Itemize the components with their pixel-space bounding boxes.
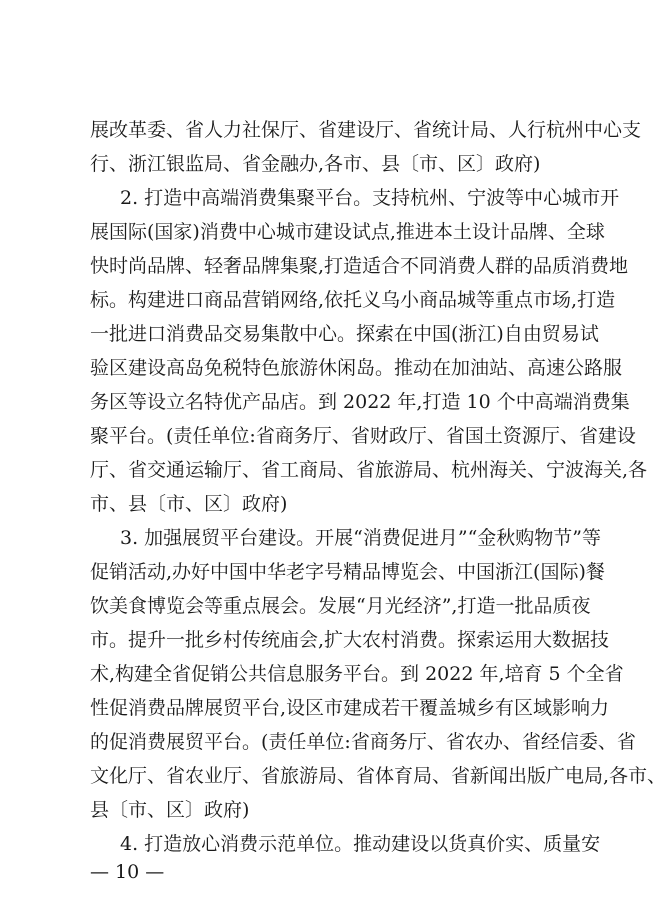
text-line: 验区建设高岛免税特色旅游休闲岛。推动在加油站、高速公路服 [90, 357, 623, 379]
text-line: 饮美食博览会等重点展会。发展“月光经济”,打造一批品质夜 [90, 595, 591, 617]
text-line: 厅、省交通运输厅、省工商局、省旅游局、杭州海关、宁波海关,各 [90, 459, 648, 481]
text-line: 的促消费展贸平台。(责任单位:省商务厅、省农办、省经信委、省 [90, 731, 636, 753]
text-line: 聚平台。(责任单位:省商务厅、省财政厅、省国土资源厅、省建设 [90, 425, 636, 447]
text-line: 市。提升一批乡村传统庙会,扩大农村消费。探索运用大数据技 [90, 629, 610, 651]
text-line: 文化厅、省农业厅、省旅游局、省体育局、省新闻出版广电局,各市、 [90, 765, 666, 787]
text-line: 行、浙江银监局、省金融办,各市、县〔市、区〕政府) [90, 153, 541, 175]
text-line: 促销活动,办好中国中华老字号精品博览会、中国浙江(国际)餐 [90, 561, 605, 583]
text-line: 术,构建全省促销公共信息服务平台。到 2022 年,培育 5 个全省 [90, 663, 624, 685]
text-line: 性促消费品牌展贸平台,设区市建成若干覆盖城乡有区域影响力 [90, 697, 610, 719]
text-line: 务区等设立名特优产品店。到 2022 年,打造 10 个中高端消费集 [90, 391, 630, 413]
text-line: 快时尚品牌、轻奢品牌集聚,打造适合不同消费人群的品质消费地 [90, 255, 629, 277]
text-line: 展改革委、省人力社保厅、省建设厅、省统计局、人行杭州中心支 [90, 119, 642, 141]
text-line: 一批进口消费品交易集散中心。探索在中国(浙江)自由贸易试 [90, 323, 599, 345]
text-line: 展国际(国家)消费中心城市建设试点,推进本土设计品牌、全球 [90, 221, 605, 243]
text-line: 4. 打造放心消费示范单位。推动建设以货真价实、质量安 [120, 833, 601, 855]
text-line: 标。构建进口商品营销网络,依托义乌小商品城等重点市场,打造 [90, 289, 616, 311]
text-line: 县〔市、区〕政府) [90, 799, 250, 821]
text-line: 市、县〔市、区〕政府) [90, 493, 288, 515]
text-line: 3. 加强展贸平台建设。开展“消费促进月”“金秋购物节”等 [120, 527, 602, 549]
page-number: — 10 — [90, 861, 165, 883]
text-line: 2. 打造中高端消费集聚平台。支持杭州、宁波等中心城市开 [120, 187, 620, 209]
